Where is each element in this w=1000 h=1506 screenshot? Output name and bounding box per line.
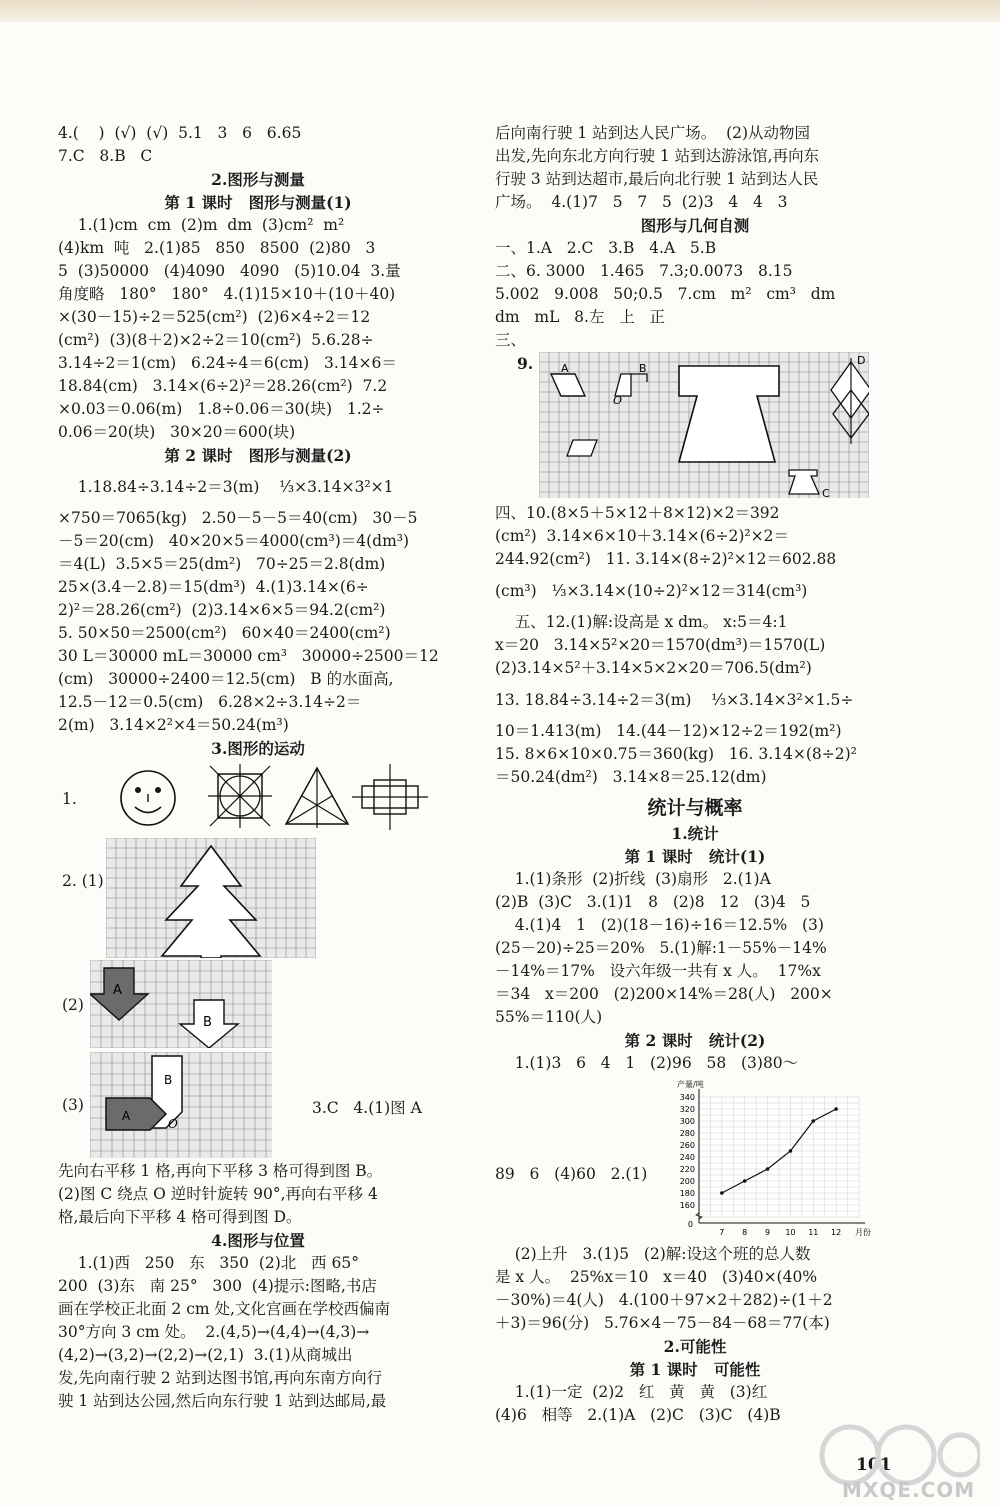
grid-figure-9 [495, 352, 895, 502]
q1-label: 1. [62, 790, 77, 808]
text-line: 7.C 8.B C [58, 147, 153, 165]
text-line: 第 1 课时 图形与测量(1) [164, 193, 352, 212]
text-line: 13. 18.84÷3.14÷2＝3(m) ⅓×3.14×3²×1.5÷ [495, 691, 854, 709]
chart-data-point [811, 1119, 815, 1123]
left-text-block-2 [58, 1160, 458, 1413]
text-line: 第 1 课时 统计(1) [624, 847, 766, 866]
triangle-figure [282, 764, 352, 830]
arrow-b-label: B [203, 1015, 212, 1030]
text-line: 四、10.(8×5＋5×12＋8×12)×2＝392 [495, 504, 780, 522]
text-line: 2.可能性 [663, 1337, 727, 1356]
text-line: x＝20 3.14×5²×20＝1570(dm³)＝1570(L) [495, 636, 826, 654]
q2a-label: 2. (1) [62, 872, 104, 890]
rot-a-label: A [122, 1109, 131, 1123]
chart-data-point [789, 1149, 793, 1153]
chart-y-tick-label: 300 [679, 1117, 695, 1126]
text-line: 1.(1)条形 (2)折线 (3)扇形 2.(1)A [495, 870, 771, 888]
text-line: 2)²＝28.26(cm²) (2)3.14×6×5＝94.2(cm²) [58, 601, 386, 619]
q2b-label: (2) [62, 996, 84, 1014]
text-line: 0.06＝20(块) 30×20＝600(块) [58, 423, 296, 441]
figure-9-grid [539, 352, 869, 498]
right-text-block-2 [495, 502, 895, 1075]
text-line: ×750＝7065(kg) 2.50－5－5＝40(cm) 30－5 [58, 509, 418, 527]
text-line: 一、1.A 2.C 3.B 4.A 5.B [495, 239, 717, 257]
right-text-block [495, 122, 895, 352]
text-line: (4)6 相等 2.(1)A (2)C (3)C (4)B [495, 1406, 781, 1424]
chart-x-tick-label: 9 [765, 1228, 771, 1237]
line-chart-row [495, 1075, 895, 1243]
text-line: 广场。 4.(1)7 5 7 5 (2)3 4 4 3 [495, 193, 788, 211]
chart-data-point [720, 1191, 724, 1195]
text-line: 30°方向 3 cm 处。 2.(4,5)→(4,4)→(4,3)→ [58, 1323, 370, 1341]
rot-o-label: O [168, 1117, 178, 1131]
rot-b-label: B [164, 1073, 173, 1087]
text-line: (4,2)→(3,2)→(2,2)→(2,1) 3.(1)从商城出 [58, 1346, 353, 1364]
text-line: ＝34 x＝200 (2)200×14%＝28(人) 200× [495, 985, 833, 1003]
text-line: 2.图形与测量 [211, 170, 305, 189]
text-line: ＋3)＝96(分) 5.76×4－75－84－68＝77(本) [495, 1314, 830, 1332]
symmetry-figures [58, 760, 458, 838]
tree-grid-figure [58, 838, 458, 960]
text-line: ×0.03＝0.06(m) 1.8÷0.06＝30(块) 1.2÷ [58, 400, 385, 418]
rotation-figure [58, 1050, 458, 1160]
text-line: －5＝20(cm) 40×20×5＝4000(cm³)＝4(dm³) [58, 532, 410, 550]
text-line: 驶 1 站到达公园,然后向东行驶 1 站到达邮局,最 [58, 1392, 387, 1410]
chart-x-tick-label: 10 [785, 1228, 796, 1237]
text-line: 三、 [495, 331, 527, 349]
chart-y-tick-label: 320 [679, 1105, 695, 1114]
q3-tail-text: 3.C 4.(1)图 A [312, 1099, 422, 1117]
text-line: (2)上升 3.(1)5 (2)解:设这个班的总人数 [495, 1245, 811, 1263]
left-column [58, 122, 458, 1413]
chart-x-tick-label: 7 [719, 1228, 725, 1237]
right-text-block-3 [495, 1243, 895, 1427]
text-line: 18.84(cm) 3.14×(6÷2)²＝28.26(cm²) 7.2 [58, 377, 388, 395]
text-line: (2)图 C 绕点 O 逆时针旋转 90°,再向右平移 4 [58, 1185, 378, 1203]
text-line: 55%＝110(人) [495, 1008, 603, 1026]
chart-y-tick-label: 240 [679, 1153, 695, 1162]
text-line: 3.图形的运动 [211, 739, 305, 758]
text-line: (2)3.14×5²＋3.14×5×2×20＝706.5(dm²) [495, 659, 812, 677]
chart-data-point [834, 1107, 838, 1111]
chart-x-axis-label: 月份 [855, 1228, 871, 1237]
fig9-a-label: A [561, 362, 569, 375]
text-line: 1.(1)3 6 4 1 (2)96 58 (3)80～ [495, 1054, 799, 1072]
chart-data-point [743, 1179, 747, 1183]
chart-x-tick-label: 12 [831, 1228, 842, 1237]
text-line: (cm²) 3.14×6×10＋3.14×(6÷2)²×2＝ [495, 527, 789, 545]
chart-y-tick-label: 260 [679, 1141, 695, 1150]
watermark-text: MXQE.COM [842, 1478, 976, 1502]
text-line: 画在学校正北面 2 cm 处,文化宫画在学校西偏南 [58, 1300, 390, 1318]
fig9-o-label: O [613, 394, 623, 407]
square-star-figure [208, 764, 272, 830]
text-line: 2(m) 3.14×2²×4＝50.24(m³) [58, 716, 289, 734]
page-number: 101 [856, 1455, 892, 1475]
cross-shape-figure [350, 764, 430, 830]
text-line: 格,最后向下平移 4 格可得到图 D。 [58, 1208, 302, 1226]
chart-y-tick-label: 160 [679, 1201, 695, 1210]
text-line: 1.统计 [671, 824, 719, 843]
fig9-b-label: B [639, 362, 647, 375]
text-line: 图形与几何自测 [640, 216, 750, 235]
text-line: 10＝1.413(m) 14.(44－12)×12÷2＝192(m²) [495, 722, 842, 740]
text-line: (cm³) ⅓×3.14×(10÷2)²×12＝314(cm³) [495, 582, 808, 600]
q3-label: (3) [62, 1096, 84, 1114]
text-line: 后向南行驶 1 站到达人民广场。 (2)从动物园 [495, 124, 811, 142]
text-line: 4.(1)4 1 (2)(18－16)÷16＝12.5% (3) [495, 916, 824, 934]
text-line: 244.92(cm²) 11. 3.14×(8÷2)²×12＝602.88 [495, 550, 837, 568]
chart-data-point [766, 1167, 770, 1171]
text-line: 发,先向南行驶 2 站到达图书馆,再向东南方向行 [58, 1369, 383, 1387]
chart-y-tick-label: 340 [679, 1093, 695, 1102]
chart-y-tick-label: 0 [687, 1220, 693, 1229]
chart-y-tick-label: 280 [679, 1129, 695, 1138]
tree-grid [106, 838, 316, 958]
text-line: 第 1 课时 可能性 [629, 1360, 761, 1379]
text-line: 1.18.84÷3.14÷2＝3(m) ⅓×3.14×3²×1 [58, 478, 394, 496]
text-line: (4)km 吨 2.(1)85 850 8500 (2)80 3 [58, 239, 376, 257]
text-line: 出发,先向东北方向行驶 1 站到达游泳馆,再向东 [495, 147, 820, 165]
text-line: (cm²) (3)(8＋2)×2÷2＝10(cm²) 5.6.28÷ [58, 331, 374, 349]
text-line: ＝4(L) 3.5×5＝25(dm²) 70÷25＝2.8(dm) [58, 555, 386, 573]
text-line: 1.(1)西 250 东 350 (2)北 西 65° [58, 1254, 359, 1272]
text-line: 3.14÷2＝1(cm) 6.24÷4＝6(cm) 3.14×6＝ [58, 354, 397, 372]
text-line: 五、12.(1)解:设高是 x dm。 x:5＝4:1 [495, 613, 788, 631]
text-line: －30%)＝4(人) 4.(100＋97×2＋282)÷(1＋2 [495, 1291, 833, 1309]
chart-y-tick-label: 180 [679, 1189, 695, 1198]
text-line: 15. 8×6×10×0.75＝360(kg) 16. 3.14×(8÷2)² [495, 745, 857, 763]
chart-x-tick-label: 8 [742, 1228, 748, 1237]
text-line: 行驶 3 站到达超市,最后向北行驶 1 站到达人民 [495, 170, 819, 188]
arrow-grid [90, 960, 272, 1048]
text-line: dm mL 8.左 上 正 [495, 308, 666, 326]
text-line: 5.002 9.008 50;0.5 7.cm m² cm³ dm [495, 285, 836, 303]
text-line: (25－20)÷25＝20% 5.(1)解:1－55%－14% [495, 939, 827, 957]
right-column [495, 122, 895, 1427]
text-line: 4.( ) (√) (√) 5.1 3 6 6.65 [58, 124, 302, 142]
text-line: 30 L＝30000 mL＝30000 cm³ 30000÷2500＝12 [58, 647, 439, 665]
text-line: (2)B (3)C 3.(1)1 8 (2)8 12 (3)4 5 [495, 893, 811, 911]
chart-row-text: 89 6 (4)60 2.(1) [495, 1165, 648, 1183]
page-top-band [0, 0, 1000, 22]
text-line: 第 2 课时 统计(2) [624, 1031, 766, 1050]
text-line: 角度略 180° 180° 4.(1)15×10＋(10＋40) [58, 285, 396, 303]
text-line: (cm) 30000÷2400＝12.5(cm) B 的水面高, [58, 670, 394, 688]
q9-label: 9. [517, 354, 534, 373]
text-line: 二、6. 3000 1.465 7.3;0.0073 8.15 [495, 262, 793, 280]
text-line: 200 (3)东 南 25° 300 (4)提示:图略,书店 [58, 1277, 377, 1295]
text-line: －14%＝17% 设六年级一共有 x 人。 17%x [495, 962, 821, 980]
chart-y-axis-label: 产量/吨 [677, 1080, 704, 1089]
text-line: 1.(1)cm cm (2)m dm (3)cm² m² [58, 216, 345, 234]
text-line: 第 2 课时 图形与测量(2) [164, 446, 352, 465]
text-line: ×(30－15)÷2＝525(cm²) (2)6×4÷2＝12 [58, 308, 371, 326]
chart-y-tick-label: 200 [679, 1177, 695, 1186]
text-line: 先向右平移 1 格,再向下平移 3 格可得到图 B。 [58, 1162, 383, 1180]
arrow-translation-figure [58, 960, 458, 1050]
text-line: 5 (3)50000 (4)4090 4090 (5)10.04 3.量 [58, 262, 401, 280]
text-line: ＝50.24(dm²) 3.14×8＝25.12(dm) [495, 768, 767, 786]
text-line: 25×(3.4－2.8)＝15(dm³) 4.(1)3.14×(6÷ [58, 578, 369, 596]
chart-x-tick-label: 11 [808, 1228, 819, 1237]
arrow-a-label: A [113, 983, 122, 998]
production-line-chart [667, 1075, 877, 1241]
text-line: 12.5－12＝0.5(cm) 6.28×2÷3.14÷2＝ [58, 693, 362, 711]
text-line: 是 x 人。 25%x＝10 x＝40 (3)40×(40% [495, 1268, 818, 1286]
text-line: 1.(1)一定 (2)2 红 黄 黄 (3)红 [495, 1383, 768, 1401]
text-line: 4.图形与位置 [211, 1231, 305, 1250]
fig9-c-label: C [822, 487, 830, 498]
left-text-block [58, 122, 458, 760]
rotation-grid [90, 1052, 272, 1158]
text-line: 5. 50×50＝2500(cm²) 60×40＝2400(cm²) [58, 624, 391, 642]
fig9-d-label: D [857, 354, 866, 367]
text-line: 统计与概率 [647, 797, 743, 819]
smiley-face-figure [118, 764, 178, 830]
chart-y-tick-label: 220 [679, 1165, 695, 1174]
